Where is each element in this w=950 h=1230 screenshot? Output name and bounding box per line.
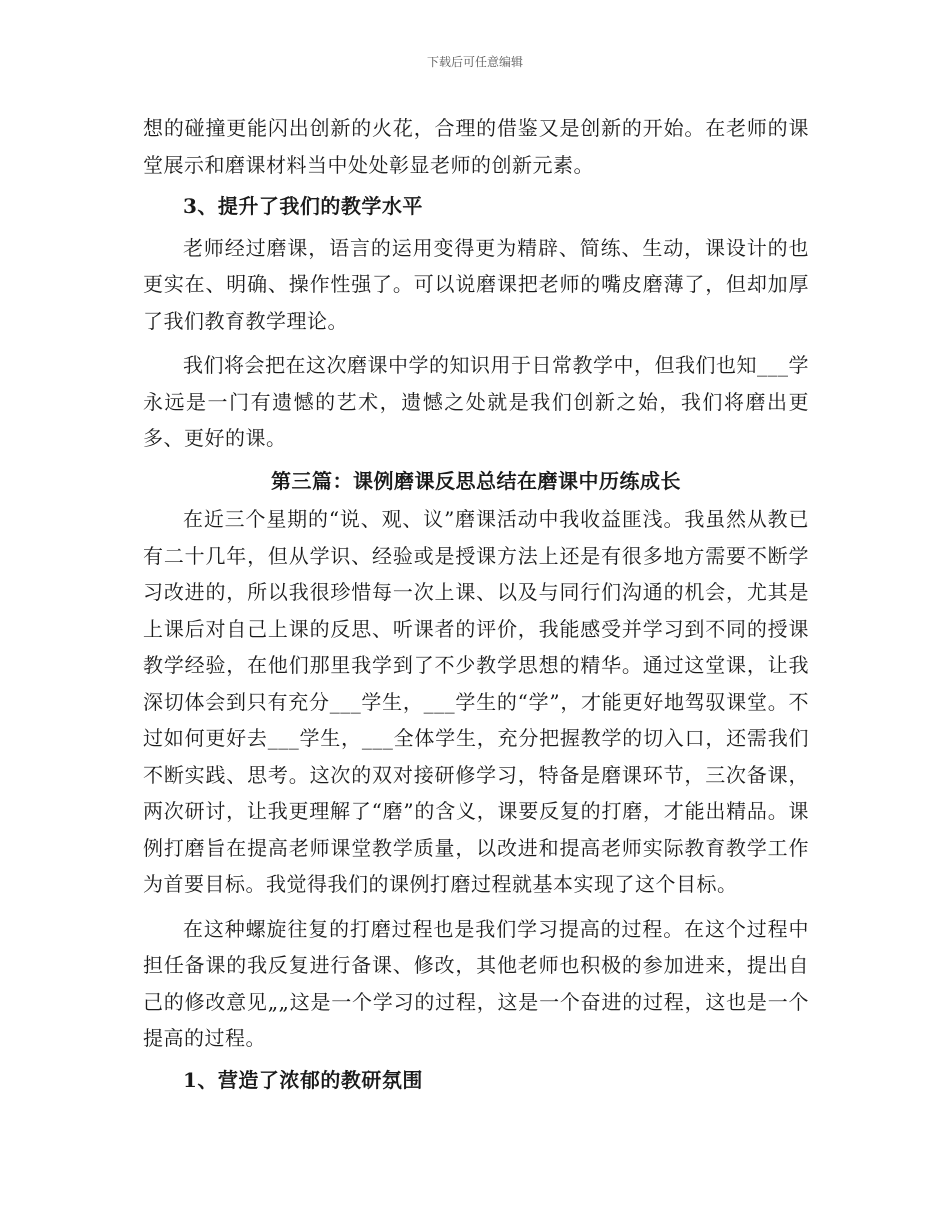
paragraph-teaching: 老师经过磨课，语言的运用变得更为精辟、简练、生动，课设计的也更实在、明确、操作性强了。可以说磨课把老师的嘴皮磨薄了，但却加厚了我们教育教学理论。 — [143, 235, 809, 333]
section-title: 第三篇：课例磨课反思总结在磨课中历练成长 — [271, 468, 681, 493]
paragraph-spiral: 在这种螺旋往复的打磨过程也是我们学习提高的过程。在这个过程中担任备课的我反复进行备课、修改，其他老师也积极的参加进来，提出自己的修改意见„„这是一个学习的过程，这是一个奋进的过程，这也是一个提高的过程。 — [143, 916, 809, 1050]
paragraph-intro: 想的碰撞更能闪出创新的火花，合理的借鉴又是创新的开始。在老师的课堂展示和磨课材料当中处处彰显老师的创新元素。 — [143, 116, 809, 177]
page-header: 下载后可任意编辑 — [426, 55, 523, 69]
subheading-teaching-level: 3、提升了我们的教学水平 — [183, 194, 423, 218]
paragraph-future: 我们将会把在这次磨课中学的知识用于日常教学中，但我们也知___学永远是一门有遗憾的艺术，遗憾之处就是我们创新之始，我们将磨出更多、更好的课。 — [143, 353, 809, 450]
document-body — [143, 110, 809, 1103]
paragraph-main: 在近三个星期的“说、观、议”磨课活动中我收益匪浅。我虽然从教已有二十几年，但从学识、经验或是授课方法上还是有很多地方需要不断学习改进的，所以我很珍惜每一次上课、以及与同行们沟通的机会，尤其是上课后对自己上课的反思、听课者的评价，我能感受并学习到不同的授课教学经验，在他们那里我学到了不少教学思想的精华。通过这堂课，让我深切体会到只有充分___学生，___学生的“学”，才能更好地驾驭课堂。不过如何更好去___学生，___全体学生，充分把握教学的切入口，还需我们不断实践、思考。这次的双对接研修学习，特备是磨课环节，三次备课，两次研讨，让我更理解了“磨”的含义，课要反复的打磨，才能出精品。课例打磨旨在提高老师课堂教学质量，以改进和提高老师实际教育教学工作为首要目标。我觉得我们的课例打磨过程就基本实现了这个目标。 — [143, 507, 809, 896]
subheading-research-atmosphere: 1、营造了浓郁的教研氛围 — [183, 1067, 423, 1092]
